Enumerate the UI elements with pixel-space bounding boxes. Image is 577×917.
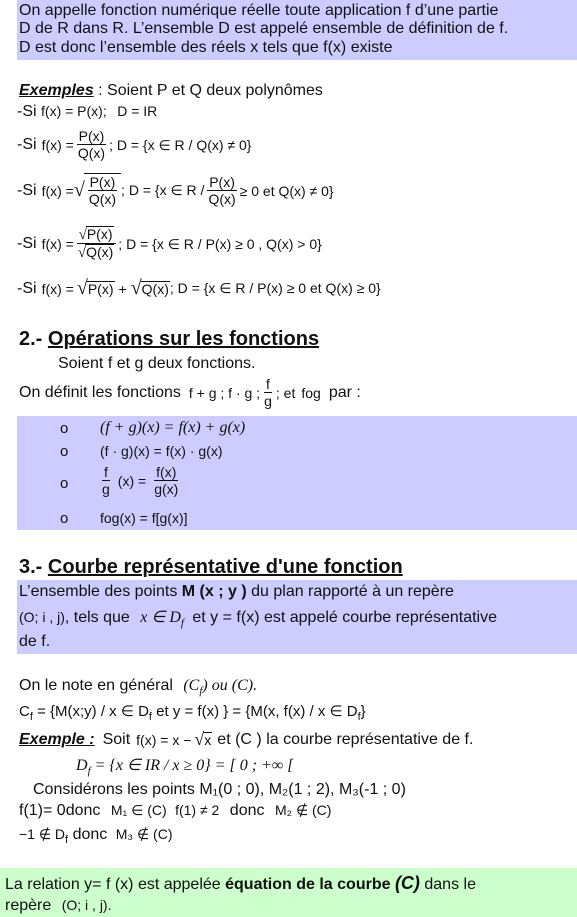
- operation-quotient: $\frac{f}{g}$ (x) = $\frac{f(x)}{g(x)}$: [102, 464, 179, 497]
- definition-line-2: (O; i , j), tels que x ∈ $D_f$ et y = f(x) est appelé courbe représentative: [19, 609, 497, 630]
- section-3-heading: 3.- Courbe représentative d'une fonction: [19, 556, 403, 578]
- point-check-line: f(1)= 0donc M₁ ∈ (C) f(1) ≠ 2 donc M₂ ∉ (C): [19, 802, 332, 819]
- example-2-domain: ; D = {x ∈ R / Q(x) ≠ 0}: [109, 136, 252, 153]
- example-3: [17, 173, 334, 208]
- section-3-title: Courbe représentative d'une fonction: [47, 556, 403, 578]
- example-label: Exemple :: [19, 730, 95, 748]
- example-2: [17, 128, 251, 162]
- example-1-domain: D = IR: [117, 103, 158, 119]
- bullet: o: [60, 443, 69, 460]
- examples-label: Exemples: [19, 82, 94, 99]
- example-4-lhs: f(x) =: [41, 236, 74, 252]
- sqrt-icon: √: [194, 729, 205, 749]
- intro-line-3: D est donc l’ensemble des réels x tels que f(x) existe: [19, 39, 393, 56]
- example-3-domain-start: ; D = {x ∈ R /: [121, 182, 205, 198]
- domain-line: $D_f = \{x$ ∈ IR / x ≥ 0} = [ 0 ; +∞ [: [76, 757, 294, 778]
- operation-product: (f · g)(x) = f(x) · g(x): [100, 443, 223, 459]
- section-2-line-2: On définit les fonctions f + g ; f · g ; $\frac{f}{g}$ ; et fog par :: [19, 376, 361, 409]
- bullet: o: [60, 475, 69, 492]
- examples-intro: : Soient P et Q deux polynômes: [93, 82, 323, 99]
- si-label: -Si: [17, 279, 37, 297]
- operation-composition: fog(x) = f[g(x)]: [100, 510, 188, 526]
- si-label: -Si: [17, 235, 37, 252]
- conclusion-line-1: La relation y= f (x) est appelée équation de la courbe (C) dans le: [5, 873, 476, 893]
- example-3-domain-fraction: $\frac{P(x)}{Q(x)}$: [208, 173, 236, 207]
- intro-line-2: D de R dans R. L’ensemble D est appelé ensemble de définition de f.: [19, 20, 509, 37]
- example-5-lhs: f(x) =: [41, 280, 74, 297]
- example-4-domain: ; D = {x ∈ R / P(x) ≥ 0 , Q(x) > 0}: [118, 235, 322, 252]
- intro-line-1: On appelle fonction numérique réelle toute application f d’une partie: [19, 2, 499, 19]
- sqrt-icon: √: [76, 277, 88, 299]
- section-2-title: Opérations sur les fonctions: [47, 328, 320, 350]
- operation-sum: (f + g)(x) = f(x) + g(x): [100, 419, 246, 436]
- example-3-lhs: f(x) =: [41, 182, 74, 199]
- section-2-heading: 2.- Opérations sur les fonctions: [19, 328, 320, 350]
- examples-heading: [19, 82, 323, 100]
- curve-set-definition: $C_f$ = {M(x;y) / x ∈ $D_f$ et y = f(x) } = {M(x, f(x) / x ∈ $D_f$}: [19, 703, 366, 723]
- example-4-fraction: $\frac{√P(x)}{√Q(x)}$: [76, 226, 116, 262]
- point-m3-line: −1 ∉ $D_f$ donc M₃ ∉ (C): [19, 826, 173, 847]
- definition-line-1: L’ensemble des points M (x ; y ) du plan rapporté à un repère: [19, 583, 454, 600]
- notation-line: On le note en général $(C_f)$ ou (C).: [19, 677, 258, 698]
- points-line: Considérons les points M₁(0 ; 0), M₂(1 ; 2), M₃(-1 ; 0): [33, 781, 406, 798]
- sqrt-icon: √: [73, 179, 85, 201]
- example-5-domain: ; D = {x ∈ R / P(x) ≥ 0 et Q(x) ≥ 0}: [169, 280, 381, 296]
- si-label: -Si: [17, 181, 37, 199]
- bullet: o: [60, 420, 69, 437]
- bullet: o: [60, 510, 69, 527]
- sqrt-icon: √: [130, 277, 142, 299]
- example-1-function: f(x) = P(x);: [41, 103, 107, 119]
- example-5: -Si f(x) = √ P(x) + √ Q(x) ; D = {x ∈ R / P(x) ≥ 0 et Q(x) ≥ 0}: [17, 277, 381, 299]
- si-label: -Si: [17, 103, 37, 120]
- conclusion-line-2: repère (O; i , j).: [5, 897, 112, 914]
- example-1: [17, 103, 157, 121]
- definition-line-3: de f.: [19, 633, 51, 650]
- example-3-fraction: $\frac{P(x)}{Q(x)}$: [88, 174, 117, 207]
- example-3-domain-end: ≥ 0 et Q(x) ≠ 0}: [239, 182, 334, 199]
- example-4: [17, 226, 322, 262]
- section-2-line-1: Soient f et g deux fonctions.: [58, 355, 256, 372]
- example-2-lhs: f(x) =: [41, 137, 74, 153]
- si-label: -Si: [17, 136, 37, 153]
- example-2-fraction: $\frac{P(x)}{Q(x)}$: [77, 128, 106, 161]
- example-line: Exemple : Soit f(x) = x − √ x et (C ) la courbe représentative de f.: [19, 729, 474, 749]
